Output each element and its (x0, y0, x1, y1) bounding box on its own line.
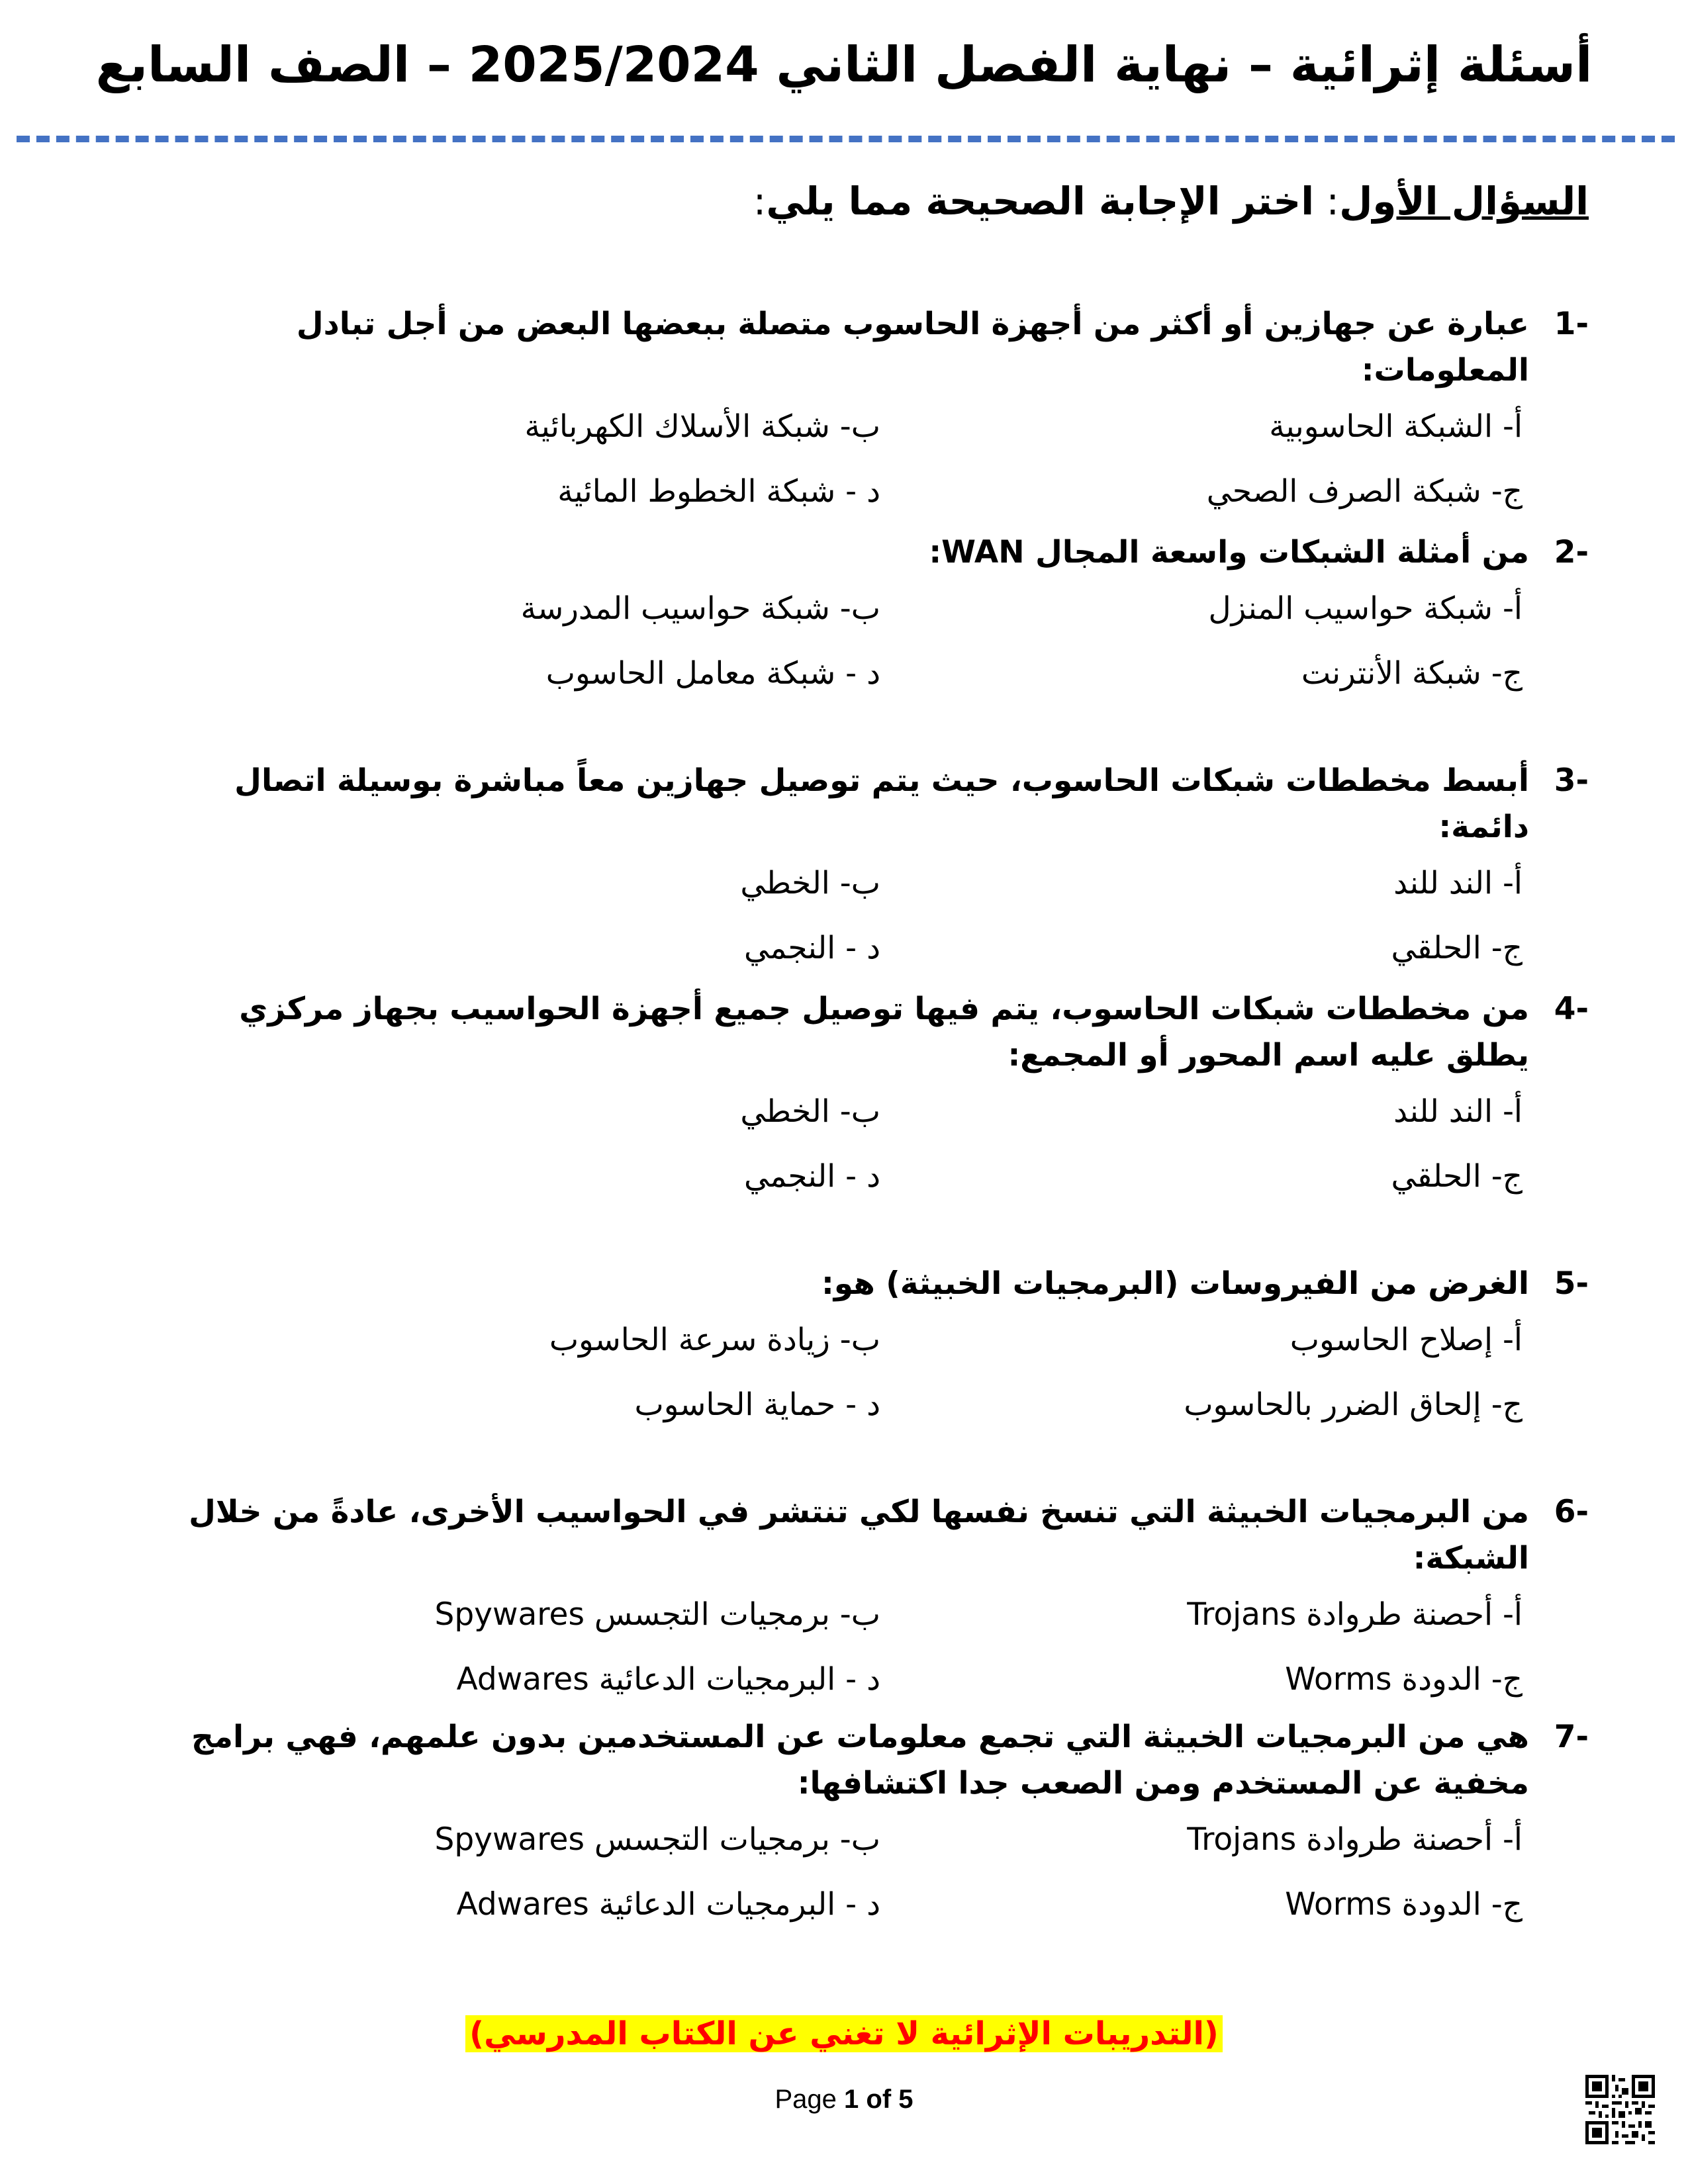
option-b[interactable]: ب- شبكة الأسلاك الكهربائية (524, 408, 880, 445)
dashed-divider (17, 136, 1675, 142)
question-number: -2 (1554, 534, 1589, 570)
question-number: -5 (1554, 1265, 1589, 1302)
option-c[interactable]: ج- شبكة الصرف الصحي (1206, 473, 1523, 510)
question-number: -6 (1554, 1494, 1589, 1530)
option-d[interactable]: د - النجمي (743, 1158, 880, 1195)
question-number: -3 (1554, 762, 1589, 799)
page-current: 1 (844, 2085, 859, 2114)
question-text: من أمثلة الشبكات واسعة المجال WAN: (929, 534, 1529, 570)
question-3 (165, 758, 1589, 991)
question-number: -7 (1554, 1719, 1589, 1755)
option-c[interactable]: ج- شبكة الأنترنت (1301, 655, 1523, 692)
section-heading (753, 179, 1589, 224)
option-c[interactable]: ج- الدودة Worms (1285, 1886, 1523, 1923)
page-of: of (866, 2085, 892, 2114)
option-d[interactable]: د - حماية الحاسوب (634, 1387, 880, 1423)
option-a[interactable]: أ- أحصنة طروادة Trojans (1187, 1821, 1523, 1858)
section-instruction: اختر الإجابة الصحيحة مما يلي (766, 179, 1315, 224)
option-b[interactable]: ب- برمجيات التجسس Spywares (434, 1821, 880, 1858)
option-b[interactable]: ب- الخطي (740, 865, 880, 901)
question-text: الغرض من الفيروسات (البرمجيات الخبيثة) هو: (821, 1265, 1529, 1302)
question-number: -4 (1554, 991, 1589, 1027)
option-b[interactable]: ب- برمجيات التجسس Spywares (434, 1596, 880, 1633)
question-6 (165, 1489, 1589, 1722)
option-b[interactable]: ب- زيادة سرعة الحاسوب (549, 1322, 880, 1358)
option-d[interactable]: د - النجمي (743, 930, 880, 966)
question-7 (165, 1714, 1589, 1947)
question-text: عبارة عن جهازين أو أكثر من أجهزة الحاسوب متصلة ببعضها البعض من أجل تبادل المعلومات: (296, 306, 1529, 388)
option-d[interactable]: د - البرمجيات الدعائية Adwares (456, 1886, 880, 1923)
page-number (0, 2085, 1688, 2115)
option-c[interactable]: ج- الحلقي (1391, 930, 1523, 966)
question-text: هي من البرمجيات الخبيثة التي تجمع معلومات عن المستخدمين بدون علمهم، فهي برامج مخفية عن المستخدم ومن الصعب جدا اكتشافها: (191, 1719, 1529, 1801)
question-5 (165, 1261, 1589, 1447)
option-a[interactable]: أ- الند للند (1393, 865, 1523, 901)
page-total: 5 (898, 2085, 914, 2114)
question-1 (165, 301, 1589, 534)
option-c[interactable]: ج- إلحاق الضرر بالحاسوب (1184, 1387, 1523, 1423)
question-number: -1 (1554, 306, 1589, 342)
footer-note (0, 2015, 1688, 2052)
option-c[interactable]: ج- الدودة Worms (1285, 1661, 1523, 1698)
question-text: أبسط مخططات شبكات الحاسوب، حيث يتم توصيل جهازين معاً مباشرة بوسيلة اتصال دائمة: (234, 762, 1529, 845)
question-text: من البرمجيات الخبيثة التي تنسخ نفسها لكي تنتشر في الحواسيب الأخرى، عادةً من خلال الشبكة: (189, 1494, 1529, 1576)
option-a[interactable]: أ- إصلاح الحاسوب (1289, 1322, 1523, 1358)
option-b[interactable]: ب- الخطي (740, 1093, 880, 1130)
option-d[interactable]: د - البرمجيات الدعائية Adwares (456, 1661, 880, 1698)
option-b[interactable]: ب- شبكة حواسيب المدرسة (520, 590, 880, 627)
section-label: السؤال الأول (1339, 179, 1589, 224)
page-word: Page (774, 2085, 837, 2114)
option-a[interactable]: أ- أحصنة طروادة Trojans (1187, 1596, 1523, 1633)
qr-code-icon (1585, 2075, 1655, 2144)
option-a[interactable]: أ- شبكة حواسيب المنزل (1208, 590, 1523, 627)
footer-note-text: (التدريبات الإثرائية لا تغني عن الكتاب المدرسي) (465, 2015, 1223, 2052)
option-d[interactable]: د - شبكة معامل الحاسوب (545, 655, 880, 692)
question-text: من مخططات شبكات الحاسوب، يتم فيها توصيل جميع أجهزة الحواسيب بجهاز مركزي يطلق عليه اسم المحور أو المجمع: (239, 991, 1529, 1073)
option-a[interactable]: أ- الند للند (1393, 1093, 1523, 1130)
option-c[interactable]: ج- الحلقي (1391, 1158, 1523, 1195)
page-title: أسئلة إثرائية – نهاية الفصل الثاني 2025/2024 – الصف السابع (95, 36, 1593, 93)
question-4 (165, 986, 1589, 1219)
section-end: : (753, 179, 767, 224)
option-d[interactable]: د - شبكة الخطوط المائية (557, 473, 880, 510)
option-a[interactable]: أ- الشبكة الحاسوبية (1269, 408, 1523, 445)
question-2 (165, 529, 1589, 716)
section-separator: : (1314, 179, 1340, 224)
